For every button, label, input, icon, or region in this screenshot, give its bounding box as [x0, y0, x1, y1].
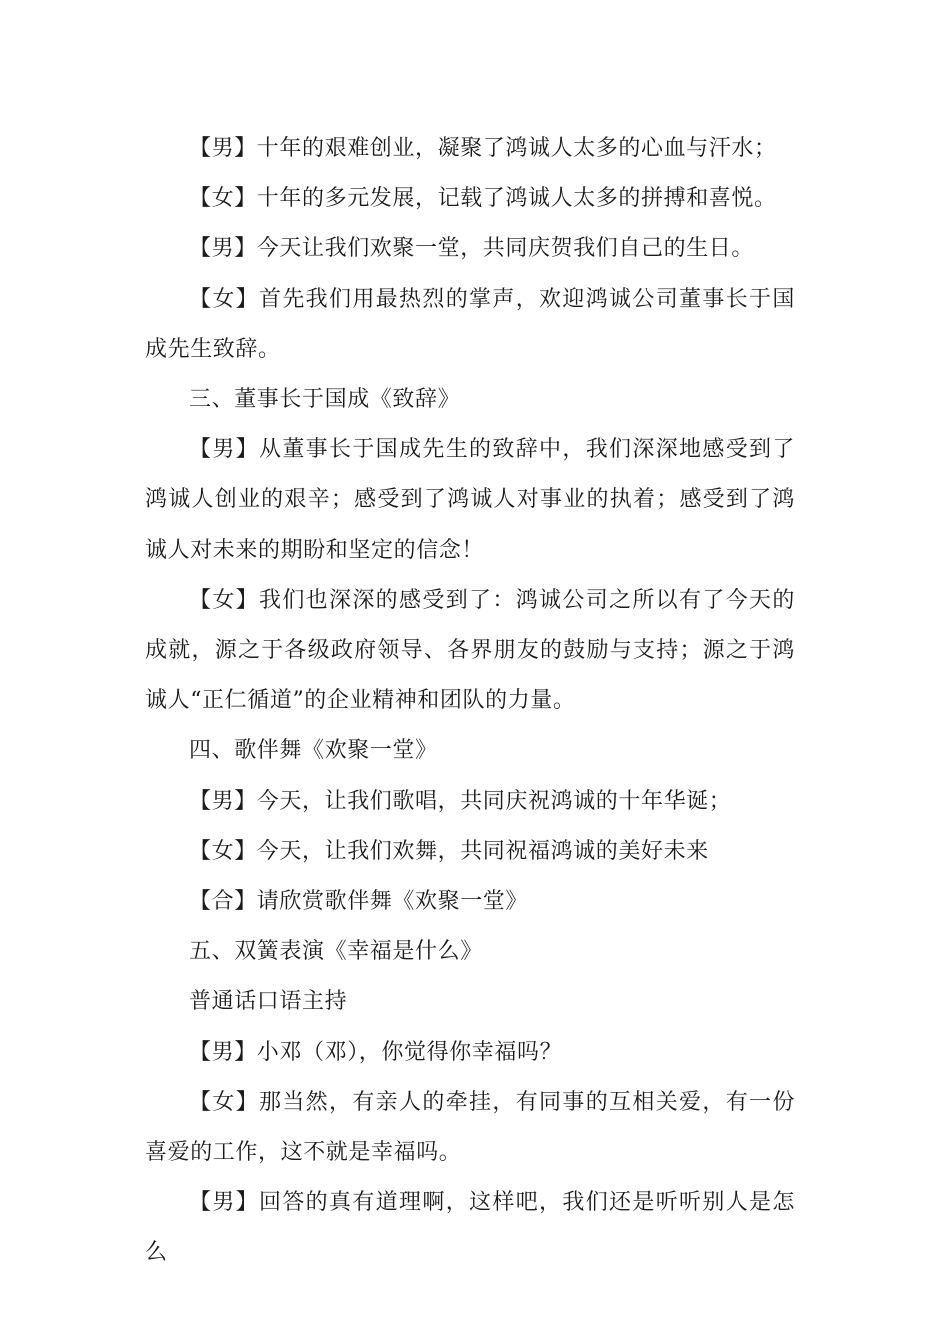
paragraph-male-line-5: 【男】小邓（邓），你觉得你幸福吗？ [189, 1039, 563, 1065]
paragraph-male-line-6: 【男】回答的真有道理啊，这样吧，我们还是听听别人是怎么 [145, 1190, 795, 1266]
paragraph-together-line: 【合】请欣赏歌伴舞《欢聚一堂》 [189, 889, 529, 915]
paragraph-female-line-1: 【女】十年的多元发展，记载了鸿诚人太多的拼搏和喜悦。 [189, 186, 777, 212]
section-heading-5: 五、双簧表演《幸福是什么》 [189, 939, 483, 965]
document-body [145, 124, 795, 1279]
paragraph-male-line-3: 【男】从董事长于国成先生的致辞中，我们深深地感受到了鸿诚人创业的艰辛；感受到了鸿诚人对事业的执着；感受到了鸿诚人对未来的期盼和坚定的信念！ [145, 437, 795, 563]
section-heading-3: 三、董事长于国成《致辞》 [189, 387, 461, 413]
section-heading-4: 四、歌伴舞《欢聚一堂》 [189, 738, 438, 764]
subheading-note: 普通话口语主持 [189, 989, 348, 1015]
paragraph-female-line-3: 【女】我们也深深的感受到了：鸿诚公司之所以有了今天的成就，源之于各级政府领导、各界朋友的鼓励与支持；源之于鸿诚人“正仁循道”的企业精神和团队的力量。 [145, 587, 795, 714]
paragraph-male-line-1: 【男】十年的艰难创业，凝聚了鸿诚人太多的心血与汗水； [189, 136, 777, 161]
paragraph-female-line-4: 【女】今天，让我们欢舞，共同祝福鸿诚的美好未来 [189, 838, 709, 864]
paragraph-male-line-4: 【男】今天，让我们歌唱，共同庆祝鸿诚的十年华诞； [189, 788, 732, 814]
paragraph-female-line-2: 【女】首先我们用最热烈的掌声，欢迎鸿诚公司董事长于国成先生致辞。 [145, 286, 795, 362]
paragraph-male-line-2: 【男】今天让我们欢聚一堂，共同庆贺我们自己的生日。 [189, 236, 755, 262]
paragraph-female-line-5: 【女】那当然，有亲人的牵挂，有同事的互相关爱，有一份喜爱的工作，这不就是幸福吗。 [145, 1089, 795, 1166]
